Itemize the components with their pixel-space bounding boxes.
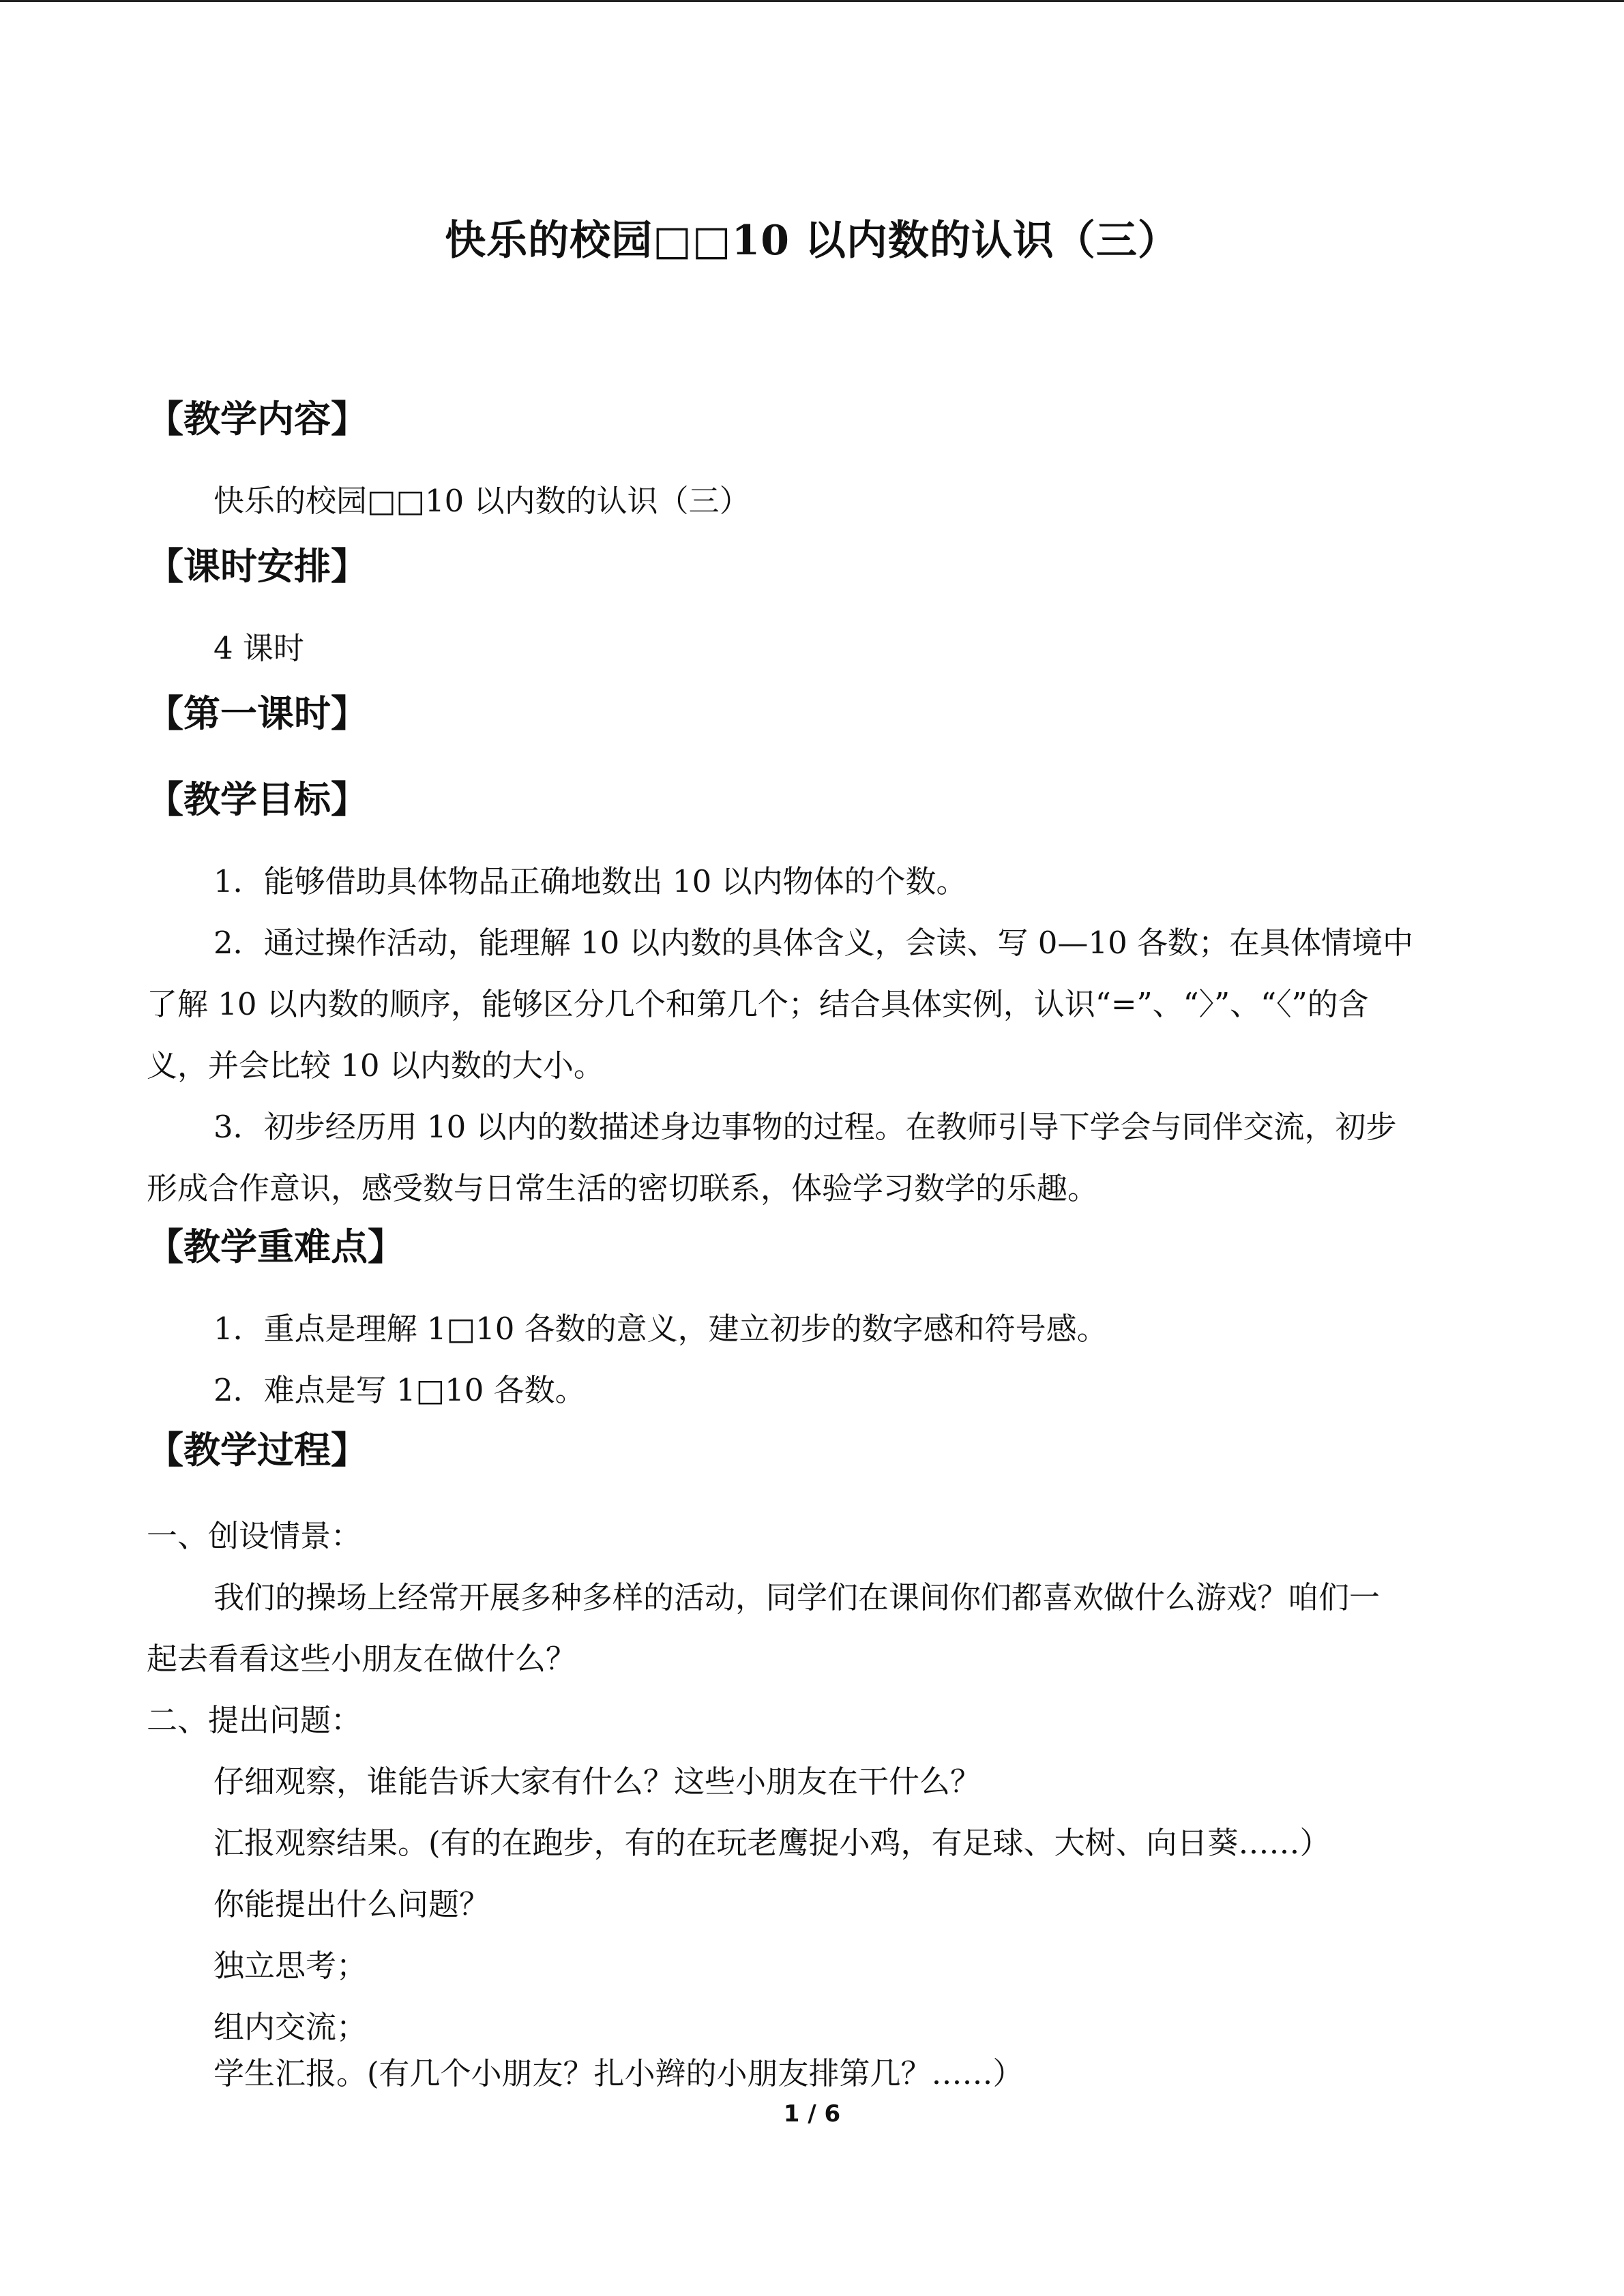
heading-first-lesson: 【第一课时】 <box>147 692 368 735</box>
goal-1: 1．能够借助具体物品正确地数出 10 以内物体的个数。 <box>213 863 967 899</box>
process-step-2-q2: 汇报观察结果。(有的在跑步，有的在玩老鹰捉小鸡，有足球、大树、向日葵……） <box>213 1825 1331 1861</box>
process-step-1-text-line-1: 我们的操场上经常开展多种多样的活动，同学们在课间你们都喜欢做什么游戏？咱们一 <box>213 1579 1381 1615</box>
key-point-1: 1．重点是理解 1□10 各数的意义，建立初步的数字感和符号感。 <box>213 1311 1108 1347</box>
top-border <box>0 0 1624 2</box>
process-step-2-q1: 仔细观察，谁能告诉大家有什么？这些小朋友在干什么？ <box>213 1763 981 1800</box>
teaching-content-text: 快乐的校园□□10 以内数的认识（三） <box>213 483 750 519</box>
heading-teaching-goals: 【教学目标】 <box>147 778 368 821</box>
heading-teaching-content: 【教学内容】 <box>147 398 368 441</box>
page-number: 1 / 6 <box>783 2100 841 2128</box>
document-title: 快乐的校园□□10 以内数的认识（三） <box>445 217 1179 265</box>
process-step-2-q6: 学生汇报。(有几个小朋友？扎小辫的小朋友排第几？……） <box>213 2055 1024 2091</box>
key-point-2: 2．难点是写 1□10 各数。 <box>213 1372 586 1408</box>
goal-2-line-2: 了解 10 以内数的顺序，能够区分几个和第几个；结合具体实例，认识“=”、“〉”、“〈”的含 <box>147 986 1369 1022</box>
heading-teaching-process: 【教学过程】 <box>147 1429 368 1472</box>
heading-schedule: 【课时安排】 <box>147 545 368 588</box>
process-step-2: 二、提出问题： <box>147 1702 362 1738</box>
process-step-1-text-line-2: 起去看看这些小朋友在做什么？ <box>147 1641 577 1677</box>
goal-2-line-3: 义，并会比较 10 以内数的大小。 <box>147 1047 604 1084</box>
process-step-2-q4: 独立思考； <box>213 1948 368 1984</box>
process-step-1: 一、创设情景： <box>147 1518 362 1554</box>
process-step-2-q5: 组内交流； <box>213 2009 368 2045</box>
process-step-2-q3: 你能提出什么问题？ <box>213 1886 490 1922</box>
heading-key-points: 【教学重难点】 <box>147 1225 404 1268</box>
schedule-text: 4 课时 <box>213 630 304 666</box>
goal-3-line-1: 3．初步经历用 10 以内的数描述身边事物的过程。在教师引导下学会与同伴交流，初步 <box>213 1109 1397 1145</box>
goal-2-line-1: 2．通过操作活动，能理解 10 以内数的具体含义，会读、写 0—10 各数；在具体情境中 <box>213 925 1414 961</box>
goal-3-line-2: 形成合作意识，感受数与日常生活的密切联系，体验学习数学的乐趣。 <box>147 1170 1099 1206</box>
